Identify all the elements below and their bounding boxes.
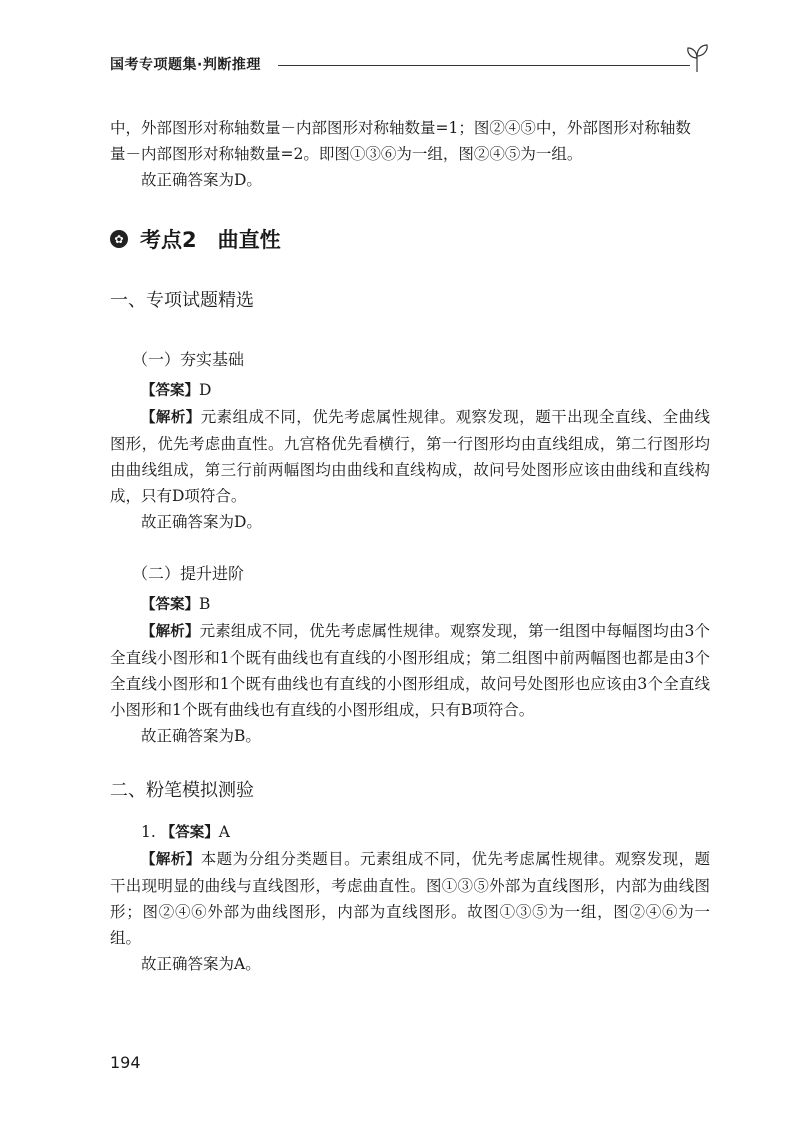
intro-answer: 故正确答案为D。 <box>141 171 262 189</box>
analysis-label: 【解析】 <box>141 852 201 868</box>
sub1-analysis <box>110 404 710 509</box>
answer-label: 【答案】 <box>160 825 219 841</box>
q1-answer <box>110 819 710 846</box>
sub2-answer <box>110 591 710 618</box>
header-rule <box>278 65 690 66</box>
sub1-title: （一）夯实基础 <box>132 350 245 369</box>
answer-value: A <box>218 823 230 841</box>
answer-label: 【答案】 <box>141 597 199 613</box>
analysis-label: 【解析】 <box>141 624 200 640</box>
flower-icon: ✿ <box>110 230 128 248</box>
answer-label: 【答案】 <box>141 383 199 399</box>
analysis-text: 本题为分组分类题目。元素组成不同，优先考虑属性规律。观察发现，题干出现明显的曲线与直线图形，考虑曲直性。图①③⑤外部为直线图形，内部为曲线图形；图②④⑥外部为曲线图形，内部为直线图形。故图①③⑤为一组，图②④⑥为一组。 <box>110 850 710 947</box>
page-number: 194 <box>110 1053 141 1072</box>
answer-value: D <box>199 381 212 399</box>
q1-conclusion: 故正确答案为A。 <box>141 955 261 973</box>
page-header <box>110 50 710 80</box>
analysis-text: 元素组成不同，优先考虑属性规律。观察发现，第一组图中每幅图均由3个全直线小图形和1个既有曲线也有直线的小图形组成；第二组图中前两幅图也都是由3个全直线小图形和1个既有曲线也有直线的小图形组成，故问号处图形也应该由3个全直线小图形和1个既有曲线也有直线的小图形组成，只有B项符合。 <box>110 622 710 719</box>
section-title-text: 考点2 曲直性 <box>140 228 281 252</box>
answer-value: B <box>199 595 211 613</box>
sprout-icon <box>684 42 710 72</box>
sub2-conclusion: 故正确答案为B。 <box>141 727 261 745</box>
page-content <box>110 115 710 977</box>
sub1-answer <box>110 377 710 404</box>
q1-analysis <box>110 846 710 951</box>
analysis-text: 元素组成不同，优先考虑属性规律。观察发现，题干出现全直线、全曲线图形，优先考虑曲直性。九宫格优先看横行，第一行图形均由直线组成，第二行图形均由曲线组成，第三行前两幅图均由曲线和直线构成，故问号处图形应该由曲线和直线构成，只有D项符合。 <box>110 408 710 505</box>
header-title: 国考专项题集·判断推理 <box>110 57 261 73</box>
analysis-label: 【解析】 <box>141 410 201 426</box>
sub2-analysis <box>110 618 710 723</box>
section-title <box>110 215 710 263</box>
sub2-title: （二）提升进阶 <box>132 564 245 583</box>
sub1-conclusion: 故正确答案为D。 <box>141 513 262 531</box>
question-number: 1. <box>141 823 156 841</box>
intro-line-2: 量－内部图形对称轴数量=2。即图①③⑥为一组，图②④⑤为一组。 <box>110 145 583 163</box>
part1-title: 一、专项试题精选 <box>110 290 254 311</box>
intro-line-1: 中，外部图形对称轴数量－内部图形对称轴数量=1；图②④⑤中，外部图形对称轴数 <box>110 119 691 137</box>
part2-title: 二、粉笔模拟测验 <box>110 780 254 801</box>
